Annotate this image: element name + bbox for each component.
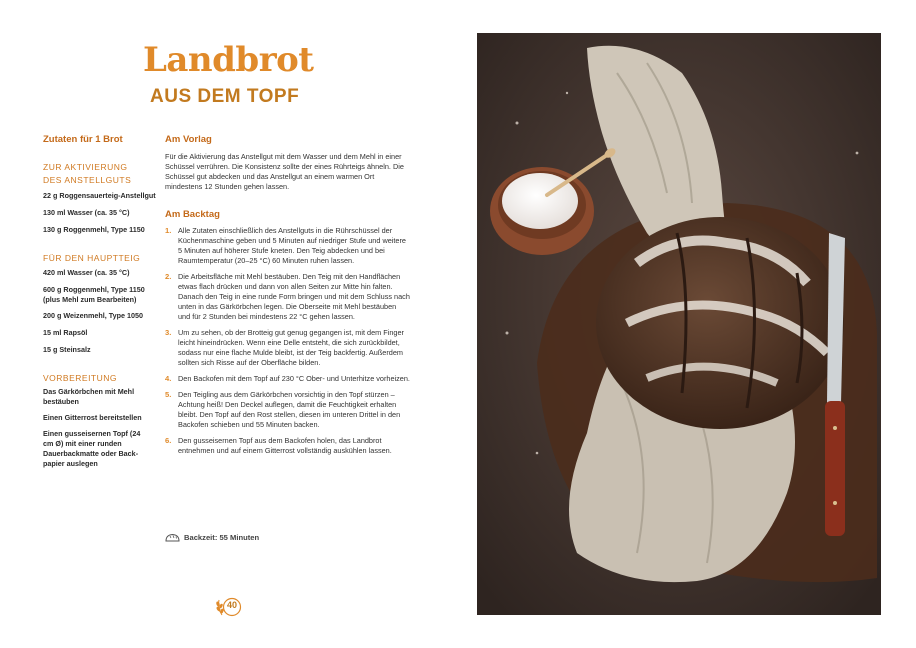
step-number: 5. <box>165 390 172 399</box>
step-number: 4. <box>165 374 172 383</box>
ingredient-item: 15 g Steinsalz <box>43 345 91 354</box>
backtag-heading: Am Backtag <box>165 209 220 220</box>
method-column <box>165 134 410 456</box>
method-step <box>165 436 410 456</box>
page-number: 40 <box>227 600 238 610</box>
ingredients-heading: Zutaten für 1 Brot <box>43 134 123 145</box>
method-step <box>165 272 410 322</box>
page-number-badge <box>213 596 247 618</box>
ingredient-item: 420 ml Wasser (ca. 35 °C) <box>43 268 130 277</box>
section-title-hauptteig: FÜR DEN HAUPTTEIG <box>43 253 141 263</box>
step-text: Den gusseisernen Topf aus dem Backofen holen, das Landbrot entnehmen und auf einem Gitterrost vollständig auskühlen lassen. <box>178 436 392 455</box>
ingredients-column <box>43 134 163 469</box>
ingredient-item: 15 ml Rapsöl <box>43 328 88 337</box>
step-text: Um zu sehen, ob der Brotteig gut genug gegangen ist, mit dem Finger leicht hineindrücken. Wenn eine Delle entsteht, die sich zurückbildet, sodass nur eine flache Mulde bleibt, ist der Teig backfertig. Außerdem sollten sich Risse auf der Oberfläche bilden. <box>178 328 404 367</box>
section-title-vorbereitung: VORBEREITUNG <box>43 373 118 383</box>
step-text: Die Arbeitsfläche mit Mehl bestäuben. Den Teig mit den Handflächen etwas flach drücken und dann von allen Seiten zur Mitte hin falten. Danach den Teig in eine runde Form bringen und mit dem Schluss nach unten in das Gärkörbchen legen. Die Oberseite mit Mehl bestäuben und für 2 Stunden bei mindestens 22 °C gehen lassen. <box>178 272 410 321</box>
method-step <box>165 328 410 368</box>
step-text: Den Backofen mit dem Topf auf 230 °C Ober- und Unterhitze vorheizen. <box>178 374 410 383</box>
bake-time-text: Backzeit: 55 Minuten <box>184 533 260 542</box>
step-number: 3. <box>165 328 172 337</box>
ingredient-item: 130 g Roggenmehl, Type 1150 <box>43 225 145 234</box>
bread-photo <box>477 33 881 615</box>
method-step <box>165 390 410 430</box>
recipe-subtitle: AUS DEM TOPF <box>150 86 300 107</box>
bake-time <box>165 533 259 542</box>
ingredient-item: 22 g Roggensauerteig-Anstellgut <box>43 191 156 200</box>
step-text: Den Teigling aus dem Gärkörbchen vorsichtig in den Topf stürzen – Achtung heiß! Den Deckel auflegen, damit die Feuchtigkeit erhalten bleibt. Den Topf auf den Rost stellen, diesen im unteren Drittel in den Backofen schieben und 55 Minuten backen. <box>178 390 401 429</box>
preparation-item: Einen Gitterrost bereitstellen <box>43 413 142 422</box>
bread-icon <box>165 533 180 542</box>
preparation-item: Einen gusseisernen Topf (24 cm Ø) mit einer runden Dauerbackmatte oder Backpapier auslegen <box>43 429 141 468</box>
step-number: 2. <box>165 272 172 281</box>
vorlag-text: Für die Aktivierung das Anstellgut mit dem Wasser und dem Mehl in einer Schüssel verrühren. Die Konsistenz sollte der eines Rührteigs ähneln. Die Schüssel gut abdecken und das Anstellgut an einem warmen Ort mindestens 12 Stunden gehen lassen. <box>165 152 404 191</box>
step-number: 1. <box>165 226 172 235</box>
ingredient-item: 200 g Weizenmehl, Type 1050 <box>43 311 144 320</box>
step-number: 6. <box>165 436 172 445</box>
ingredient-item: 600 g Roggenmehl, Type 1150 (plus Mehl zum Bearbeiten) <box>43 285 145 304</box>
recipe-title: Landbrot <box>143 40 314 80</box>
step-text: Alle Zutaten einschließlich des Anstellguts in die Rührschüssel der Küchenmaschine geben und 5 Minuten auf niedriger Stufe und weitere 5 Minuten auf höherer Stufe kneten. Den Teig abdecken und bei Raumtemperatur (20–25 °C) 60 Minuten ruhen lassen. <box>178 226 406 265</box>
method-step <box>165 226 410 266</box>
preparation-item: Das Gärkörbchen mit Mehl bestäuben <box>43 387 135 406</box>
vorlag-heading: Am Vorlag <box>165 134 212 145</box>
ingredient-item: 130 ml Wasser (ca. 35 °C) <box>43 208 130 217</box>
method-step <box>165 374 410 384</box>
section-title-anstellgut: ZUR AKTIVIERUNG DES ANSTELLGUTS <box>43 162 132 185</box>
